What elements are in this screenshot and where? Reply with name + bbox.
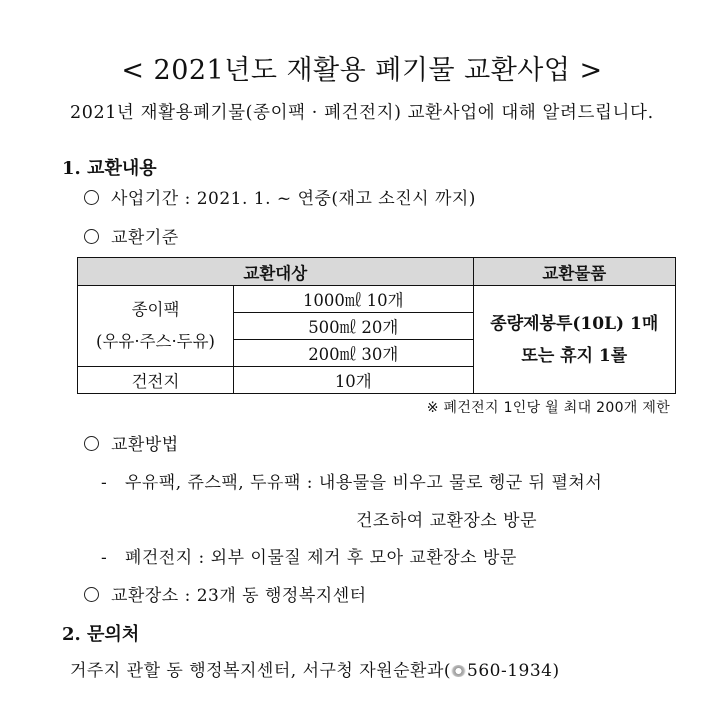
paper-pack-cell	[78, 286, 234, 367]
paper-pack-sub: (우유·주스·두유)	[96, 332, 215, 351]
circle-bullet-icon	[84, 587, 99, 602]
product-cell	[473, 286, 675, 394]
table-cell-qty: 1000㎖ 10개	[234, 286, 474, 313]
period-text: 사업기간 : 2021. 1. ~ 연중(재고 소진시 까지)	[111, 189, 476, 209]
paper-pack-label: 종이팩	[131, 300, 180, 319]
place-text: 교환장소 : 23개 동 행정복지센터	[111, 586, 367, 606]
phone-number: 560-1934)	[467, 661, 560, 681]
table-header-product: 교환물품	[473, 258, 675, 286]
criteria-text: 교환기준	[111, 228, 179, 248]
method-item	[84, 430, 179, 455]
contact-line	[70, 656, 560, 681]
section-heading-contact: 2. 문의처	[62, 624, 140, 645]
exchange-table	[77, 257, 676, 394]
circle-bullet-icon	[84, 436, 99, 451]
place-item	[84, 581, 367, 606]
method-line-3: - 폐건전지 : 외부 이물질 제거 후 모아 교환장소 방문	[101, 548, 517, 568]
battery-qty-cell: 10개	[234, 367, 474, 394]
table-cell-qty: 200㎖ 30개	[234, 340, 474, 367]
intro-text: 2021년 재활용폐기물(종이팩 · 폐건전지) 교환사업에 대해 알려드립니다.	[70, 103, 654, 123]
period-item	[84, 184, 476, 209]
method-line-2: 건조하여 교환장소 방문	[356, 511, 538, 531]
table-cell-qty: 500㎖ 20개	[234, 313, 474, 340]
section-heading-exchange: 1. 교환내용	[62, 158, 157, 179]
phone-icon	[451, 665, 466, 677]
limit-note: ※ 폐건전지 1인당 월 최대 200개 제한	[426, 400, 670, 416]
table-header-target: 교환대상	[78, 258, 474, 286]
contact-text: 거주지 관할 동 행정복지센터, 서구청 자원순환과(	[70, 661, 451, 681]
page-title: < 2021년도 재활용 폐기물 교환사업 >	[121, 55, 603, 86]
battery-label-cell: 건전지	[78, 367, 234, 394]
product-line-1: 종량제봉투(10L) 1매	[490, 313, 659, 334]
circle-bullet-icon	[84, 190, 99, 205]
product-line-2: 또는 휴지 1롤	[521, 345, 628, 366]
method-line-1: - 우유팩, 쥬스팩, 두유팩 : 내용물을 비우고 물로 헹군 뒤 펼쳐서	[101, 473, 603, 493]
method-text: 교환방법	[111, 435, 179, 455]
criteria-item	[84, 223, 179, 248]
circle-bullet-icon	[84, 229, 99, 244]
